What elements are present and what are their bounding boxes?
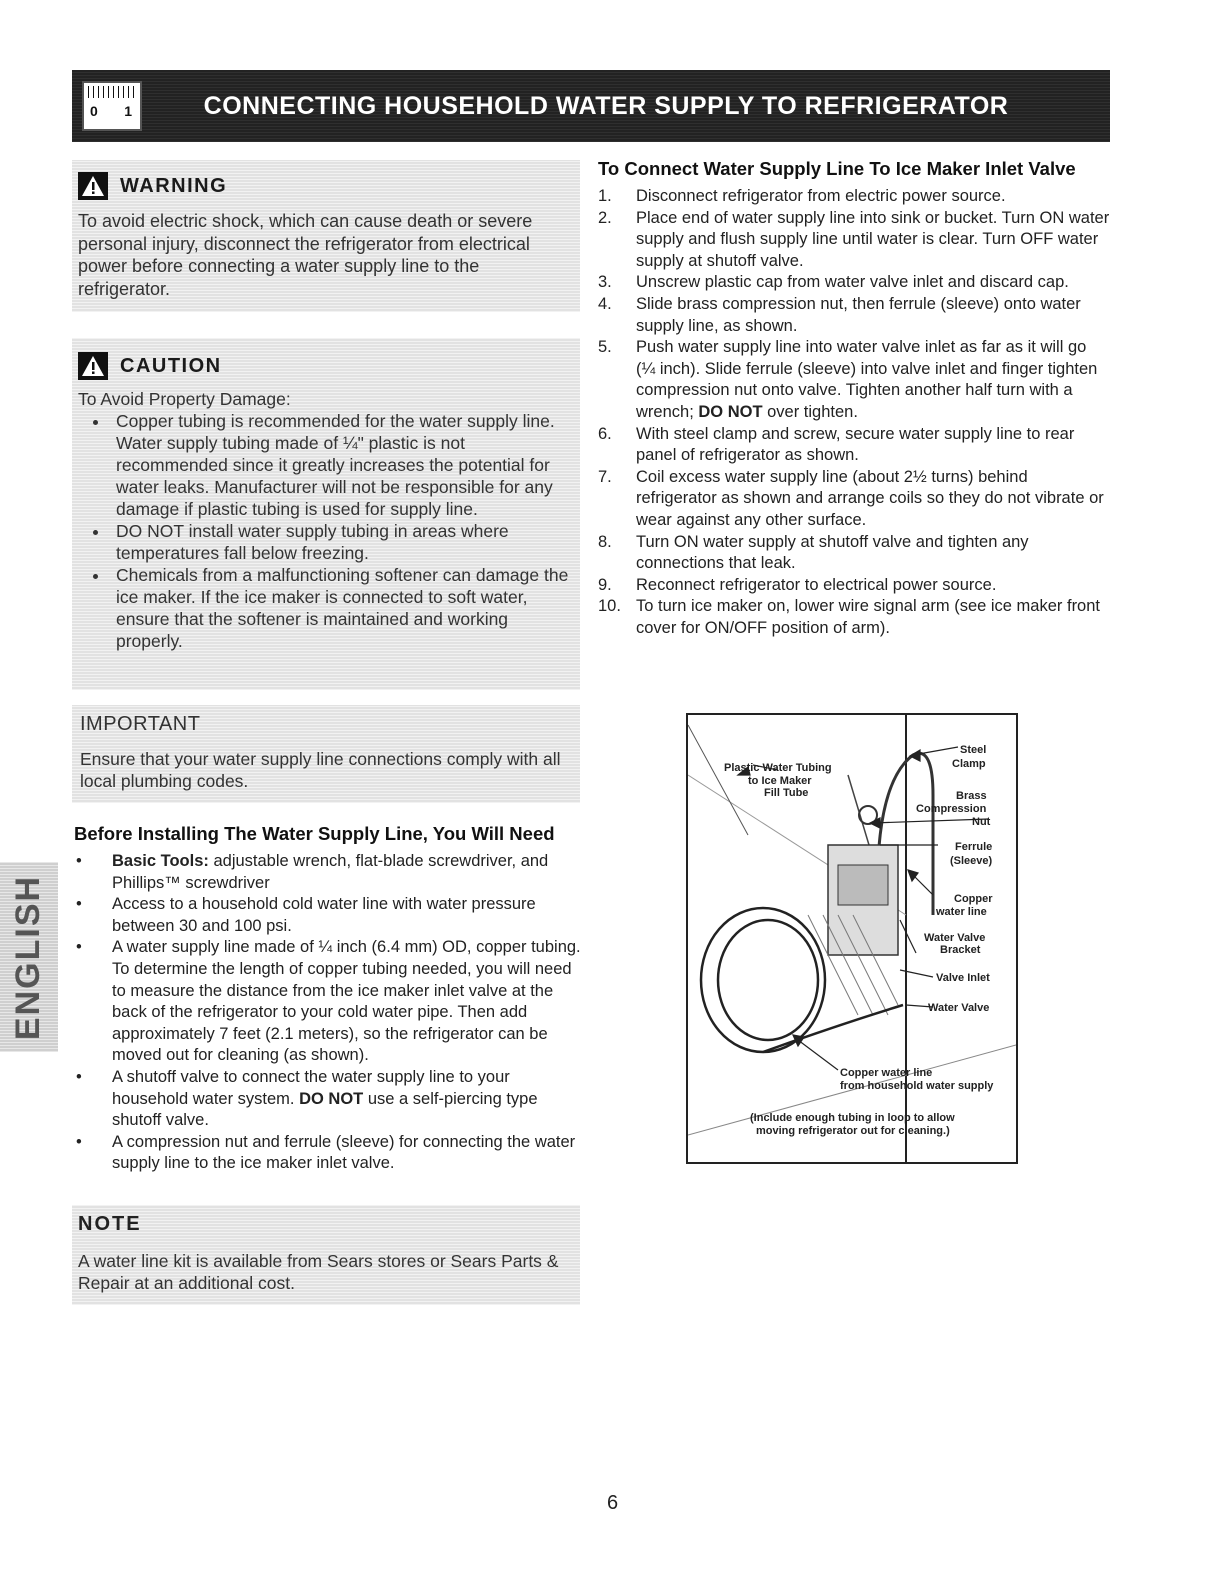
list-item: 10. To turn ice maker on, lower wire signal arm (see ice maker front cover for ON/OFF position of arm). <box>598 597 1100 637</box>
list-item: 9. Reconnect refrigerator to electrical power source. <box>598 575 997 594</box>
diagram-label-clamp: Clamp <box>952 758 986 770</box>
diagram-label-steel: Steel <box>960 744 987 756</box>
diagram-label-bracket: Bracket <box>940 944 981 956</box>
diagram-label-include-2: moving refrigerator out for cleaning.) <box>756 1125 950 1137</box>
diagram-label-water-line: water line <box>936 906 987 918</box>
diagram-label-copper: Copper <box>954 893 993 905</box>
language-tab: ENGLISH <box>0 862 58 1052</box>
caution-header <box>78 352 572 380</box>
section-heading: Before Installing The Water Supply Line, You Will Need <box>74 823 555 844</box>
page-title: CONNECTING HOUSEHOLD WATER SUPPLY TO REFRIGERATOR <box>203 91 1009 120</box>
warning-text: To avoid electric shock, which can cause death or severe personal injury, disconnect the refrigerator from electrical power before connecting a water supply line to the refrigerator. <box>78 211 533 299</box>
caution-list <box>78 410 572 652</box>
diagram-label-compression: Compression <box>916 803 987 815</box>
diagram-label-nut: Nut <box>972 816 991 828</box>
caution-body <box>78 388 572 652</box>
list-item: 2. Place end of water supply line into sink or bucket. Turn ON water supply and flush supply line until water is clear. Turn OFF water supply at shutoff valve. <box>598 208 1110 270</box>
note-text: A water line kit is available from Sears stores or Sears Parts & Repair at an additional cost. <box>78 1251 559 1293</box>
caution-box <box>72 338 580 690</box>
list-item: 6. With steel clamp and screw, secure water supply line to rear panel of refrigerator as shown. <box>598 424 1075 465</box>
diagram-label-valve-inlet: Valve Inlet <box>936 972 990 984</box>
important-box <box>72 705 580 803</box>
list-item: 4. Slide brass compression nut, then ferrule (sleeve) onto water supply line, as shown. <box>598 294 1081 335</box>
diagram-label-sleeve: (Sleeve) <box>950 855 993 867</box>
warning-header <box>78 172 572 200</box>
warning-heading: WARNING <box>120 174 228 197</box>
warning-box <box>72 160 580 312</box>
list-item: • Copper tubing is recommended for the water supply line. Water supply tubing made of ¼" plastic is not recommended since it greatly increases the potential for water leaks. Manufacturer will not be responsible for any damage if plastic tubing is used for supply line. <box>110 410 572 520</box>
section-heading: To Connect Water Supply Line To Ice Maker Inlet Valve <box>598 158 1076 179</box>
list-item: 1. Disconnect refrigerator from electric power source. <box>598 187 1006 205</box>
steps-list <box>598 186 1110 639</box>
page-number: 6 <box>606 1492 619 1514</box>
diagram-label-water-valve-2: Water Valve <box>928 1002 990 1014</box>
diagram-label-brass: Brass <box>956 790 987 802</box>
diagram-label-plastic-tubing-2: to Ice Maker <box>748 775 812 787</box>
important-text: Ensure that your water supply line connections comply with all local plumbing codes. <box>80 749 561 791</box>
warning-triangle-icon <box>78 352 108 380</box>
section-banner <box>72 70 1110 142</box>
list-item: • DO NOT install water supply tubing in areas where temperatures fall below freezing. <box>110 520 572 564</box>
clock-timer-icon: 0 1 <box>82 81 142 131</box>
diagram-label-copper-water-line: Copper water line <box>840 1067 933 1079</box>
important-heading: IMPORTANT <box>80 713 201 735</box>
note-box <box>72 1205 580 1305</box>
water-line-diagram <box>686 713 1018 1164</box>
list-item: 5. Push water supply line into water valve inlet as far as it will go (¼ inch). Slide ferrule (sleeve) into valve inlet and finger tighten compression nut onto valve. Tighten another half turn with a wrench; DO NOT over tighten. <box>598 338 1098 421</box>
list-item: • Access to a household cold water line with water pressure between 30 and 100 psi. <box>76 895 536 935</box>
requirements-list <box>74 851 584 1175</box>
diagram-illustration <box>688 715 1016 1162</box>
list-item: • A compression nut and ferrule (sleeve) for connecting the water supply line to the ice maker inlet valve. <box>76 1132 576 1173</box>
diagram-label-ferrule: Ferrule <box>955 841 993 853</box>
diagram-label-water-valve: Water Valve <box>924 932 986 944</box>
list-item: • Basic Tools: adjustable wrench, flat-blade screwdriver, and Phillips™ screwdriver <box>76 852 549 892</box>
caution-heading: CAUTION <box>120 354 222 377</box>
diagram-label-plastic-tubing-1: Plastic Water Tubing <box>724 762 832 774</box>
list-item: 8. Turn ON water supply at shutoff valve and tighten any connections that leak. <box>598 532 1029 573</box>
connect-section <box>598 158 1110 639</box>
warning-triangle-icon <box>78 172 108 200</box>
list-item: 3. Unscrew plastic cap from water valve inlet and discard cap. <box>598 273 1069 292</box>
list-item: • Chemicals from a malfunctioning softener can damage the ice maker. If the ice maker is connected to soft water, ensure that the softener is maintained and working properly. <box>110 564 572 652</box>
before-installing-section <box>74 823 584 1175</box>
list-item: • A water supply line made of ¼ inch (6.4 mm) OD, copper tubing. To determine the length of copper tubing needed, you will need to measure the distance from the ice maker inlet valve at the back of the refrigerator to your cold water pipe. Then add approximately 7 feet (2.1 meters), so the refrigerator can be moved out for cleaning (as shown). <box>76 938 581 1065</box>
list-item: • A shutoff valve to connect the water supply line to your household water system. DO NOT use a self-piercing type shutoff valve. <box>76 1067 538 1130</box>
diagram-label-fill-tube: Fill Tube <box>764 787 809 799</box>
note-heading: NOTE <box>78 1213 142 1235</box>
diagram-label-include-1: (Include enough tubing in loop to allow <box>750 1112 955 1124</box>
caution-intro: To Avoid Property Damage: <box>78 389 291 409</box>
list-item: 7. Coil excess water supply line (about 2½ turns) behind refrigerator as shown and arrange coils so they do not vibrate or wear against any other surface. <box>598 467 1104 529</box>
diagram-label-from-household: from household water supply <box>840 1080 994 1092</box>
